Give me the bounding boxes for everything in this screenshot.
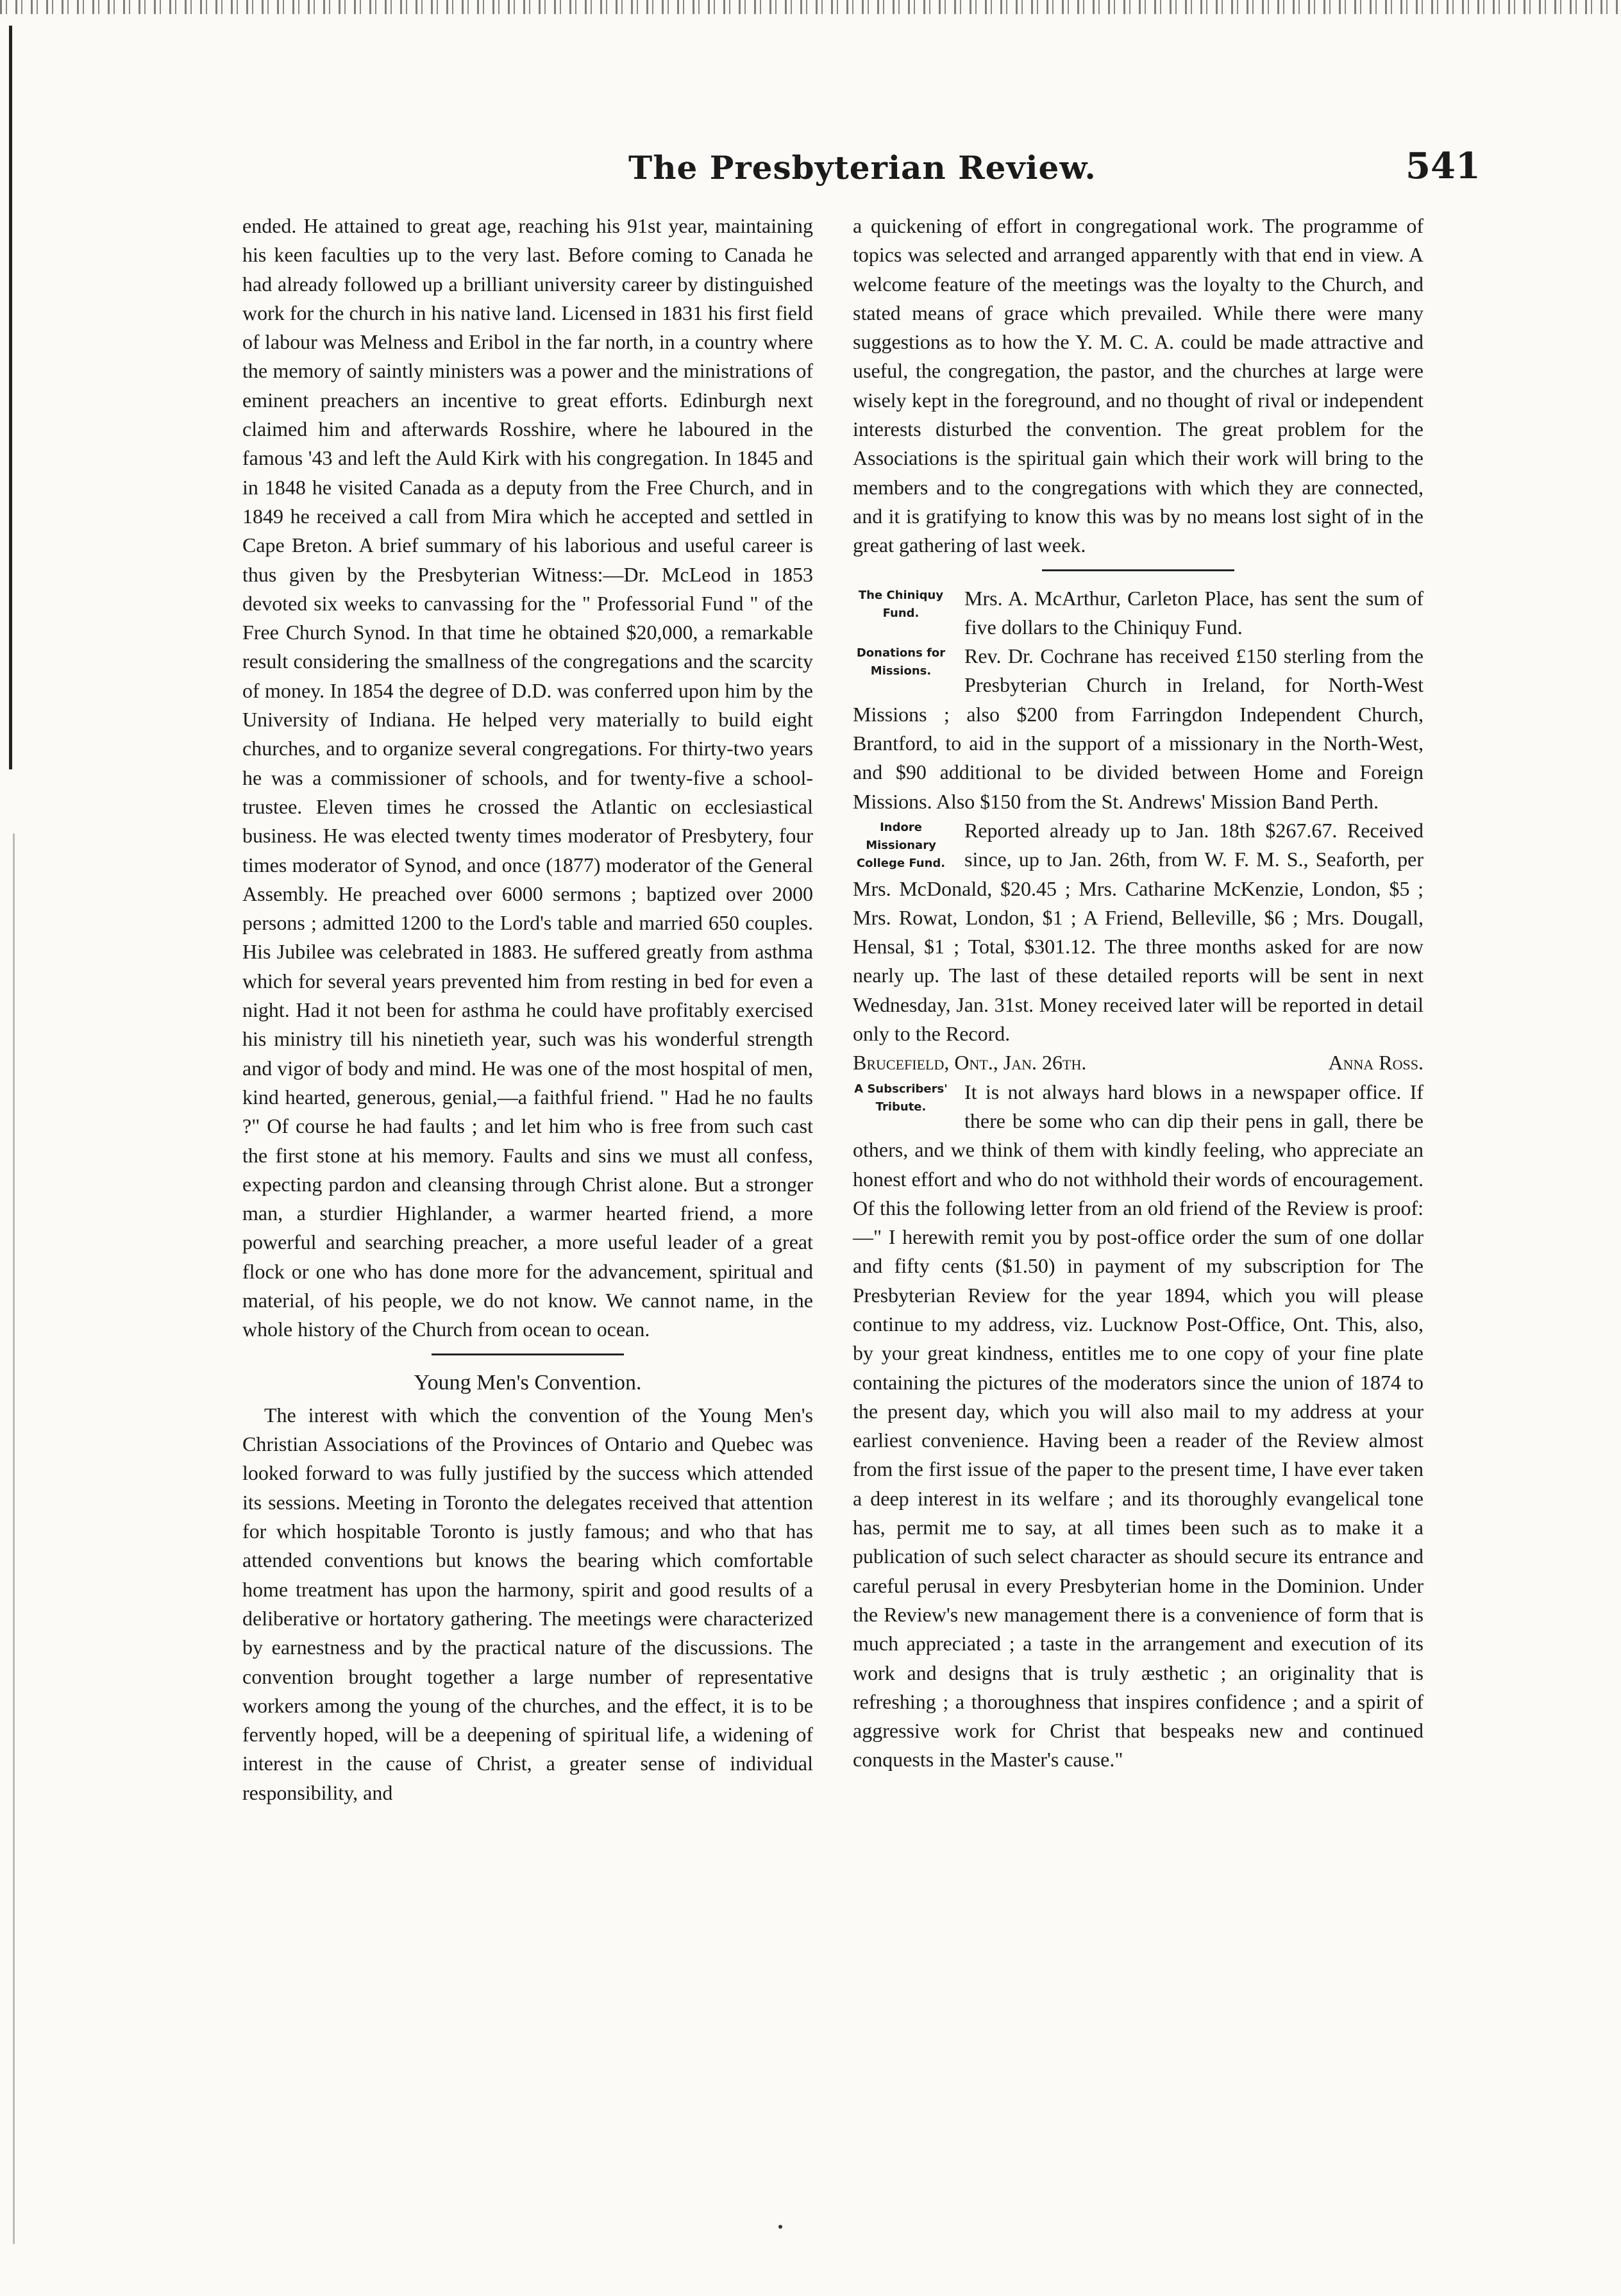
subscribers-tribute-text: It is not always hard blows in a newspaper office. If there be some who can dip their pens in gall, there be others, and we think of them with kindly feeling, who appreciate an honest effort and who do not withhold their words of encouragement. Of this the following letter from an old friend of the Review is proof:—" I herewith remit you by post-office order the sum of one dollar and fifty cents ($1.50) in payment of my subscription for The Presbyterian Review for the year 1894, which you will please continue to my address, viz. Lucknow Post-Office, Ont. This, also, by your great kindness, entitles me to one copy of your fine plate containing the pictures of the moderators since the union of 1874 to the present day, which you will also mail to my address at your earliest convenience. Having been a reader of the Review almost from the first issue of the paper to the present time, I have ever taken a deep interest in its welfare ; and its thoroughly evangelical tone has, permit me to say, at all times been such as to make it a publication of such select character as should secure its entrance and careful perusal in every Presbyterian home in the Dominion. Under the Review's new management there is a convenience of form that is much appreciated ; a taste in the arrangement and execution of its work and designs that is truly æsthetic ; an originality that is refreshing ; a thoroughness that inspires confidence ; and a spirit of aggressive work for Christ that bespeaks new and continued conquests in the Master's cause." [853, 1080, 1424, 1772]
left-column [242, 212, 813, 1807]
indore-signer: Anna Ross. [1328, 1051, 1424, 1075]
scan-binding-shadow [9, 26, 12, 769]
indore-fund-text: Reported already up to Jan. 18th $267.67. Received since, up to Jan. 26th, from W. F. M. S., Seaforth, per Mrs. McDonald, $20.45 ; Mrs. Catharine McKenzie, London, $5 ; Mrs. Rowat, London, $1 ; A Friend, Belleville, $6 ; Mrs. Dougall, Hensal, $1 ; Total, $301.12. The three months asked for are now nearly up. The last of these detailed reports will be sent in next Wednesday, Jan. 31st. Money received later will be reported in detail only to the Record. [853, 818, 1424, 1046]
sidehead-subscribers-tribute: A Subscribers' Tribute. [854, 1082, 948, 1114]
obituary-paragraph: ended. He attained to great age, reaching his 91st year, maintaining his keen faculties up to the very last. Before coming to Canada he had already followed up a brilliant university career by distinguished work for the church in his native land. Licensed in 1831 his first field of labour was Melness and Eribol in the far north, in a country where the memory of saintly ministers was a power and the ministrations of eminent preachers an incentive to great efforts. Edinburgh next claimed him and afterwards Rosshire, where he laboured in the famous '43 and left the Auld Kirk with his congregation. In 1845 and in 1848 he visited Canada as a deputy from the Free Church, and in 1849 he received a call from Mira which he accepted and settled in Cape Breton. A brief summary of his laborious and useful career is thus given by the Presbyterian Witness:—Dr. McLeod in 1853 devoted six weeks to canvassing for the " Professorial Fund " of the Free Church Synod. In that time he obtained $20,000, a remarkable result considering the smallness of the congregations and the scarcity of money. In 1854 the degree of D.D. was conferred upon him by the University of Indiana. He helped very materially to build eight churches, and to organize several congregations. For thirty-two years he was a commissioner of schools, and for twenty-five a school-trustee. Eleven times he crossed the Atlantic on ecclesiastical business. He was elected twenty times moderator of Presbytery, four times moderator of Synod, and once (1877) moderator of the General Assembly. He preached over 6000 sermons ; baptized over 2000 persons ; admitted 1200 to the Lord's table and married 650 couples. His Jubilee was celebrated in 1883. He suffered greatly from asthma which for several years prevented him from resting in bed for even a night. Had it not been for asthma he could have profitably exercised his ministry till his ninetieth year, such was his wonderful strength and vigor of body and mind. He was one of the most hospital of men, kind hearted, generous, genial,—a faithful friend. " Had he no faults ?" Of course he had faults ; and let him who is free from such cast the first stone at his memory. Faults and sins we must all confess, expecting pardon and cleansing through Christ alone. But a stronger man, a sturdier Highlander, a warmer hearted friend, a more powerful and searching preacher, a more useful leader of a great flock or one who has done more for the advancement, spiritual and material, of his people, we do not know. We cannot name, in the whole history of the Church from ocean to ocean. [242, 214, 813, 1341]
convention-paragraph: The interest with which the convention of the Young Men's Christian Associations of the Provinces of Ontario and Quebec was looked forward to was fully justified by the success which attended its sessions. Meeting in Toronto the delegates received that attention for which hospitable Toronto is justly famous; and who that has attended conventions but knows the bearing which comfortable home treatment has upon the harmony, spirit and good results of a deliberative or hortatory gathering. The meetings were characterized by earnestness and by the practical nature of the discussions. The convention brought together a large number of representative workers among the young of the churches, and the effect, it is to be fervently hoped, will be a deepening of spiritual life, a widening of interest in the cause of Christ, a greater sense of individual responsibility, and [242, 1403, 813, 1804]
indore-dateline: Brucefield, Ont., Jan. 26th. [853, 1051, 1087, 1075]
subscribers-tribute-notice [853, 1078, 1424, 1775]
scan-edge-artifact [0, 0, 1621, 14]
page-number: 541 [1406, 145, 1481, 187]
section-divider [432, 1353, 624, 1355]
scan-binding-shadow-lower [13, 834, 15, 2244]
right-column [853, 212, 1424, 1775]
convention-heading: Young Men's Convention. [414, 1370, 642, 1395]
sidehead-donations: Donations for Missions. [856, 646, 946, 678]
ink-speck [778, 2225, 782, 2229]
donations-text: Rev. Dr. Cochrane has received £150 sterling from the Presbyterian Church in Ireland, for North-West Missions ; also $200 from Farringdon Independent Church, Brantford, to aid in the support of a missionary in the North-West, and $90 additional to be divided between Home and Foreign Missions. Also $150 from the St. Andrews' Mission Band Perth. [853, 644, 1424, 813]
indore-fund-notice [853, 816, 1424, 1078]
sidehead-chiniquy-fund: The Chiniquy Fund. [858, 588, 944, 620]
running-head: The Presbyterian Review. [628, 149, 1096, 187]
chiniquy-fund-notice [853, 584, 1424, 642]
indore-signature-line [853, 1048, 1424, 1077]
section-divider [1042, 569, 1234, 571]
convention-paragraph-continued: a quickening of effort in congregational work. The programme of topics was selected and arranged apparently with that end in view. A welcome feature of the meetings was the loyalty to the Church, and stated means of grace which prevailed. While there were many suggestions as to how the Y. M. C. A. could be made attractive and useful, the congregation, the pastor, and the churches at large were wisely kept in the foreground, and no thought of rival or independent interests disturbed the convention. The great problem for the Associations is the spiritual gain which their work will bring to the members and to the congregations with which they are connected, and it is gratifying to know this was by no means lost sight of in the great gathering of last week. [853, 214, 1424, 557]
sidehead-indore-fund: Indore Missionary College Fund. [856, 820, 946, 870]
chiniquy-fund-text: Mrs. A. McArthur, Carleton Place, has sent the sum of five dollars to the Chiniquy Fund. [964, 586, 1424, 639]
donations-notice [853, 642, 1424, 816]
